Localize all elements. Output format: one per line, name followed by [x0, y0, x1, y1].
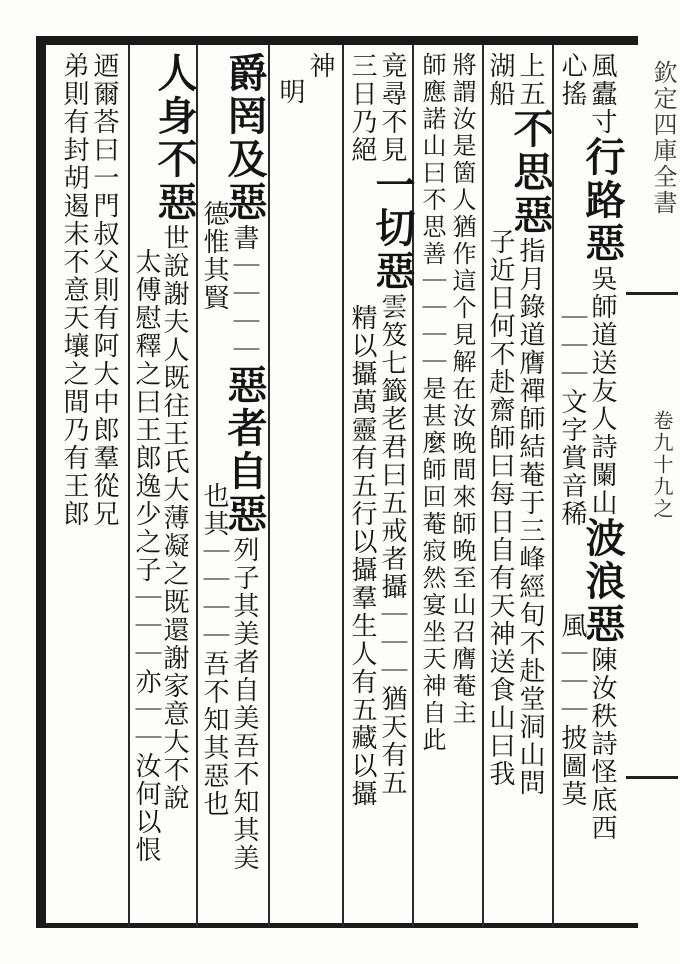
column-text: ｜｜｜文字賞音稀: [557, 304, 587, 528]
column-text: 湖船: [485, 52, 515, 108]
column-text: 風蠹寸: [587, 52, 617, 136]
text-column-4: [486, 52, 514, 788]
edge-tick: [626, 776, 678, 779]
text-column-9: [306, 52, 334, 80]
column-rule: [482, 45, 484, 927]
column-text: 師應諾山曰不思善｜｜｜｜是甚麼師回菴寂然宴坐天神自此: [418, 52, 446, 754]
text-column-1: [579, 52, 626, 842]
column-text: 列子其美者自美吾不知其美: [229, 536, 259, 872]
text-column-5: [448, 52, 476, 727]
text-column-10: [276, 52, 304, 106]
headword: 波浪惡: [579, 517, 626, 646]
column-text: 神: [305, 52, 335, 80]
column-text: 精以攝萬靈有五行以攝羣生人有五藏以攝: [347, 304, 377, 808]
column-text: 陳汝秩詩怪底西: [587, 646, 617, 842]
headword: 惡者自惡: [221, 364, 268, 536]
column-text: 竟尋不見: [377, 52, 407, 164]
text-column-8: [348, 52, 376, 808]
text-column-13: [151, 52, 198, 812]
headword: 爵罔及惡: [221, 52, 268, 224]
text-column-12: [200, 52, 228, 818]
column-rule: [128, 45, 130, 927]
headword: 人身不惡: [151, 52, 198, 224]
text-column-16: [60, 52, 88, 528]
text-column-15: [90, 52, 118, 528]
column-text: 指月錄道膺禪師結菴于三峰經旬不赴堂洞山問: [515, 237, 545, 797]
text-column-11: [221, 52, 268, 872]
headword: 行路惡: [579, 136, 626, 265]
column-text: 將謂汝是箇人猶作這个見解在汝晚間來師晚至山召膺菴主: [448, 52, 476, 727]
headword: 一切惡: [369, 164, 416, 293]
column-rule: [342, 45, 344, 927]
column-rule: [268, 45, 270, 927]
column-text: 雲笈七籤老君曰五戒者攝｜｜｜猶天有五: [377, 293, 407, 797]
running-title: 欽定四庫全書: [649, 60, 677, 216]
column-text: 弟則有封胡遏末不意天壤之間乃有王郎: [59, 52, 89, 528]
column-text: 吳師道送友人詩闌山: [587, 265, 617, 517]
column-text: 子近日何不赴齋師曰每日自有天神送食山曰我: [485, 228, 515, 788]
column-text: 上五: [515, 52, 545, 108]
column-text: 也其｜｜｜｜吾不知其惡也: [199, 482, 229, 818]
text-column-6: [418, 52, 446, 754]
column-text: 太傅慰釋之曰王郎逸少之子｜｜｜亦｜｜汝何以恨: [131, 248, 161, 864]
edge-tick: [626, 292, 678, 295]
column-text: 明: [275, 78, 305, 106]
column-text: 心搖: [557, 52, 587, 108]
column-text: 世說謝夫人既往王氏大薄凝之既還謝家意大不說: [159, 224, 189, 812]
column-text: 德惟其賢: [199, 200, 229, 312]
headword: 不思惡: [507, 108, 554, 237]
text-column-3: [507, 52, 554, 797]
column-text: 三日乃絕: [347, 52, 377, 164]
column-text: 書｜｜｜｜: [229, 224, 259, 364]
volume-label: 卷九十九之: [650, 410, 674, 520]
column-text: 風｜｜｜披圖莫: [557, 612, 587, 808]
text-column-7: [369, 52, 416, 797]
text-column-14: [132, 52, 160, 864]
column-text: 迺爾荅曰一門叔父則有阿大中郎羣從兄: [89, 52, 119, 528]
text-column-2: [558, 52, 586, 808]
